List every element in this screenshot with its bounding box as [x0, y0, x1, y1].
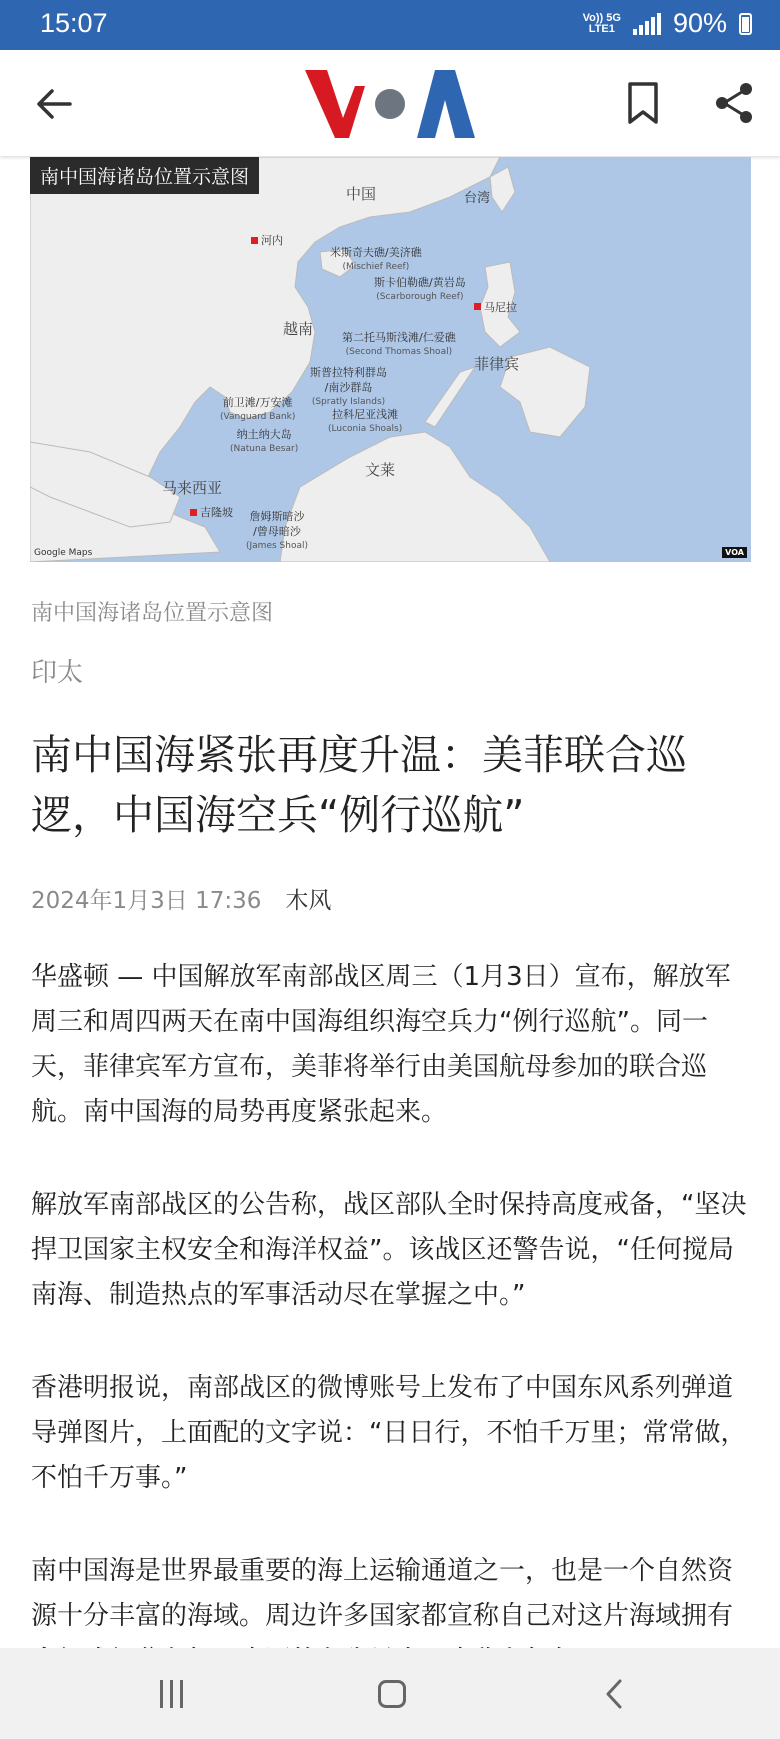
map-label-china: 中国: [346, 185, 377, 203]
map-label-hanoi: 河内: [261, 234, 283, 247]
article-body: [31, 955, 751, 1732]
battery-percent: 90%: [672, 8, 727, 38]
vanguard-en: (Vanguard Bank): [220, 412, 296, 422]
share-icon[interactable]: [712, 80, 756, 126]
status-bar: [0, 0, 780, 50]
luconia-cn: 拉科尼亚浅滩: [332, 408, 399, 421]
james-en: (James Shoal): [246, 541, 308, 551]
map-label-philippines: 菲律宾: [474, 355, 520, 373]
map-label-second-thomas: [342, 330, 456, 360]
voa-watermark: VOA: [722, 547, 747, 558]
second-thomas-en: (Second Thomas Shoal): [345, 347, 453, 357]
signal-icon: [633, 13, 661, 35]
status-time: 15:07: [40, 8, 108, 38]
south-china-sea-map[interactable]: [30, 157, 751, 562]
arrow-left-icon[interactable]: [30, 80, 78, 128]
paragraph: 华盛顿 — 中国解放军南部战区周三（1月3日）宣布，解放军周三和周四两天在南中国海组织海空兵力“例行巡航”。同一天，菲律宾军方宣布，美菲将举行由美国航母参加的联合巡航。南中国海的局势再度紧张起来。: [31, 962, 731, 1127]
google-maps-credit: Google Maps: [34, 548, 93, 558]
voa-logo[interactable]: [305, 68, 475, 140]
spratly-en: (Spratly Islands): [311, 397, 386, 407]
paragraph: 南中国海是世界最重要的海上运输通道之一，也是一个自然资源十分丰富的海域。周边许多国家都宣称自己对这片海域拥有: [31, 1556, 734, 1631]
scarborough-cn: 斯卡伯勒礁/黄岩岛: [374, 276, 466, 289]
map-marker-hanoi: [251, 237, 258, 244]
home-icon[interactable]: [378, 1680, 406, 1708]
status-indicators: [583, 8, 752, 39]
map-marker-kuala-lumpur: [190, 509, 197, 516]
article-date: 2024年1月3日 17:36: [31, 888, 262, 914]
map-label-malaysia: 马来西亚: [162, 479, 223, 497]
bookmark-icon[interactable]: [624, 80, 662, 126]
nav-back-icon[interactable]: [600, 1678, 630, 1710]
map-label-taiwan: 台湾: [464, 191, 491, 206]
vanguard-cn: 前卫滩/万安滩: [222, 396, 293, 409]
system-nav-bar: [0, 1648, 780, 1739]
map-label-brunei: 文莱: [365, 461, 396, 479]
paragraph: 解放军南部战区的公告称，战区部队全时保持高度戒备，“坚决捍卫国家主权安全和海洋权益”。该战区还警告说，“任何搅局南海、制造热点的军事活动尽在掌握之中。”: [31, 1190, 747, 1310]
natuna-en: (Natuna Besar): [230, 444, 299, 454]
james-cn2: /曾母暗沙: [253, 525, 301, 538]
map-label-manila: 马尼拉: [484, 301, 517, 314]
map-label-mischief: [330, 245, 422, 275]
recent-apps-icon[interactable]: [160, 1680, 186, 1708]
map-label-vietnam: 越南: [283, 320, 314, 338]
network-line2: LTE1: [588, 22, 615, 35]
paragraph: 香港明报说，南部战区的微博账号上发布了中国东风系列弹道导弹图片，上面配的文字说：“日日行，不怕千万里；常常做，不怕千万事。”: [31, 1373, 747, 1493]
map-label-vanguard: [220, 395, 295, 425]
map-overlay-title: 南中国海诸岛位置示意图: [30, 157, 259, 194]
scarborough-en: (Scarborough Reef): [376, 292, 464, 302]
article-headline: 南中国海紧张再度升温：美菲联合巡逻，中国海空兵“例行巡航”: [31, 731, 687, 839]
map-label-kuala-lumpur: 吉隆坡: [200, 506, 233, 519]
james-cn: 詹姆斯暗沙: [249, 510, 305, 523]
image-caption: 南中国海诸岛位置示意图: [31, 601, 274, 626]
natuna-cn: 纳土纳大岛: [236, 428, 292, 441]
map-label-spratly: [310, 365, 387, 410]
luconia-en: (Luconia Shoals): [328, 424, 403, 434]
battery-icon: [739, 13, 752, 35]
article-author[interactable]: 木风: [285, 888, 332, 914]
article-category[interactable]: 印太: [31, 658, 84, 688]
spratly-cn: 斯普拉特利群岛: [310, 366, 387, 379]
mischief-en: (Mischief Reef): [342, 262, 410, 272]
map-label-natuna: [230, 427, 298, 457]
article-meta: [31, 882, 331, 915]
map-marker-manila: [474, 303, 481, 310]
map-label-luconia: [328, 407, 402, 437]
spratly-cn2: /南沙群岛: [324, 381, 373, 394]
map-label-scarborough: [374, 275, 466, 305]
app-bar: [0, 50, 780, 156]
network-line1: Vo)) 5G: [582, 11, 621, 24]
map-label-james: [246, 509, 308, 554]
mischief-cn: 米斯奇夫礁/美济礁: [330, 246, 422, 259]
second-thomas-cn: 第二托马斯浅滩/仁爱礁: [342, 331, 456, 344]
network-indicator: [583, 13, 621, 35]
